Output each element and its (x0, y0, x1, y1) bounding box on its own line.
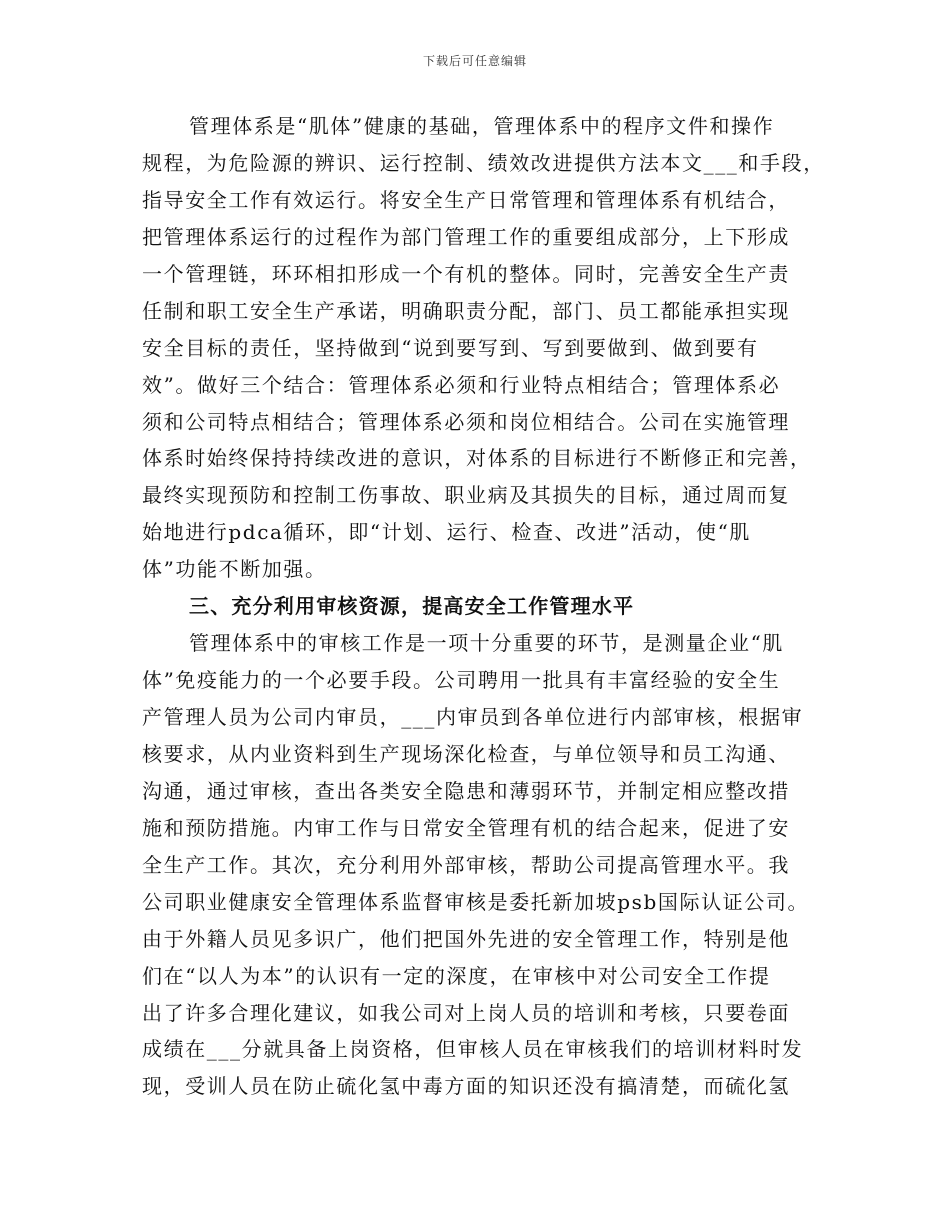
text-line: 把管理体系运行的过程作为部门管理工作的重要组成部分，上下形成 (142, 224, 790, 249)
text-line: 规程，为危险源的辨识、运行控制、绩效改进提供方法本文___和手段， (142, 150, 825, 175)
text-line: 须和公司特点相结合；管理体系必须和岗位相结合。公司在实施管理 (142, 409, 790, 434)
text-line: 成绩在___分就具备上岗资格，但审核人员在审核我们的培训材料时发 (142, 1037, 804, 1062)
document-body (142, 108, 832, 1105)
text-line: 施和预防措施。内审工作与日常安全管理有机的结合起来，促进了安 (142, 815, 790, 840)
section-heading: 三、充分利用审核资源，提高安全工作管理水平 (189, 594, 635, 619)
text-line: 产管理人员为公司内审员，___内审员到各单位进行内部审核，根据审 (142, 705, 804, 729)
text-line: 任制和职工安全生产承诺，明确职责分配，部门、员工都能承担实现 (142, 298, 790, 323)
text-line: 始地进行pdca循环，即“计划、运行、检查、改进”活动，使“肌 (142, 520, 752, 545)
text-line: 一个管理链，环环相扣形成一个有机的整体。同时，完善安全生产责 (142, 261, 790, 286)
text-line: 管理体系是“肌体”健康的基础，管理体系中的程序文件和操作 (189, 114, 775, 138)
text-line: 安全目标的责任，坚持做到“说到要写到、写到要做到、做到要有 (142, 335, 759, 360)
text-line: 最终实现预防和控制工伤事故、职业病及其损失的目标，通过周而复 (142, 483, 790, 508)
text-line: 全生产工作。其次，充分利用外部审核，帮助公司提高管理水平。我 (142, 852, 790, 877)
text-line: 公司职业健康安全管理体系监督审核是委托新加坡psb国际认证公司。 (142, 889, 810, 914)
text-line: 效”。做好三个结合：管理体系必须和行业特点相结合；管理体系必 (142, 372, 781, 397)
text-line: 沟通，通过审核，查出各类安全隐患和薄弱环节，并制定相应整改措 (142, 778, 790, 803)
text-line: 出了许多合理化建议，如我公司对上岗人员的培训和考核，只要卷面 (142, 1000, 790, 1025)
text-line: 由于外籍人员见多识广，他们把国外先进的安全管理工作，特别是他 (142, 926, 790, 951)
download-note: 下载后可任意编辑 (422, 54, 527, 68)
text-line: 体”功能不断加强。 (142, 557, 327, 582)
text-line: 们在“以人为本”的认识有一定的深度，在审核中对公司安全工作提 (142, 963, 771, 988)
text-line: 管理体系中的审核工作是一项十分重要的环节，是测量企业“肌 (189, 631, 785, 656)
text-line: 体”免疫能力的一个必要手段。公司聘用一批具有丰富经验的安全生 (142, 668, 781, 693)
text-line: 指导安全工作有效运行。将安全生产日常管理和管理体系有机结合， (142, 187, 790, 212)
text-line: 体系时始终保持持续改进的意识，对体系的目标进行不断修正和完善， (142, 446, 812, 471)
text-line: 现，受训人员在防止硫化氢中毒方面的知识还没有搞清楚，而硫化氢 (142, 1074, 790, 1099)
text-line: 核要求，从内业资料到生产现场深化检查，与单位领导和员工沟通、 (142, 741, 790, 766)
